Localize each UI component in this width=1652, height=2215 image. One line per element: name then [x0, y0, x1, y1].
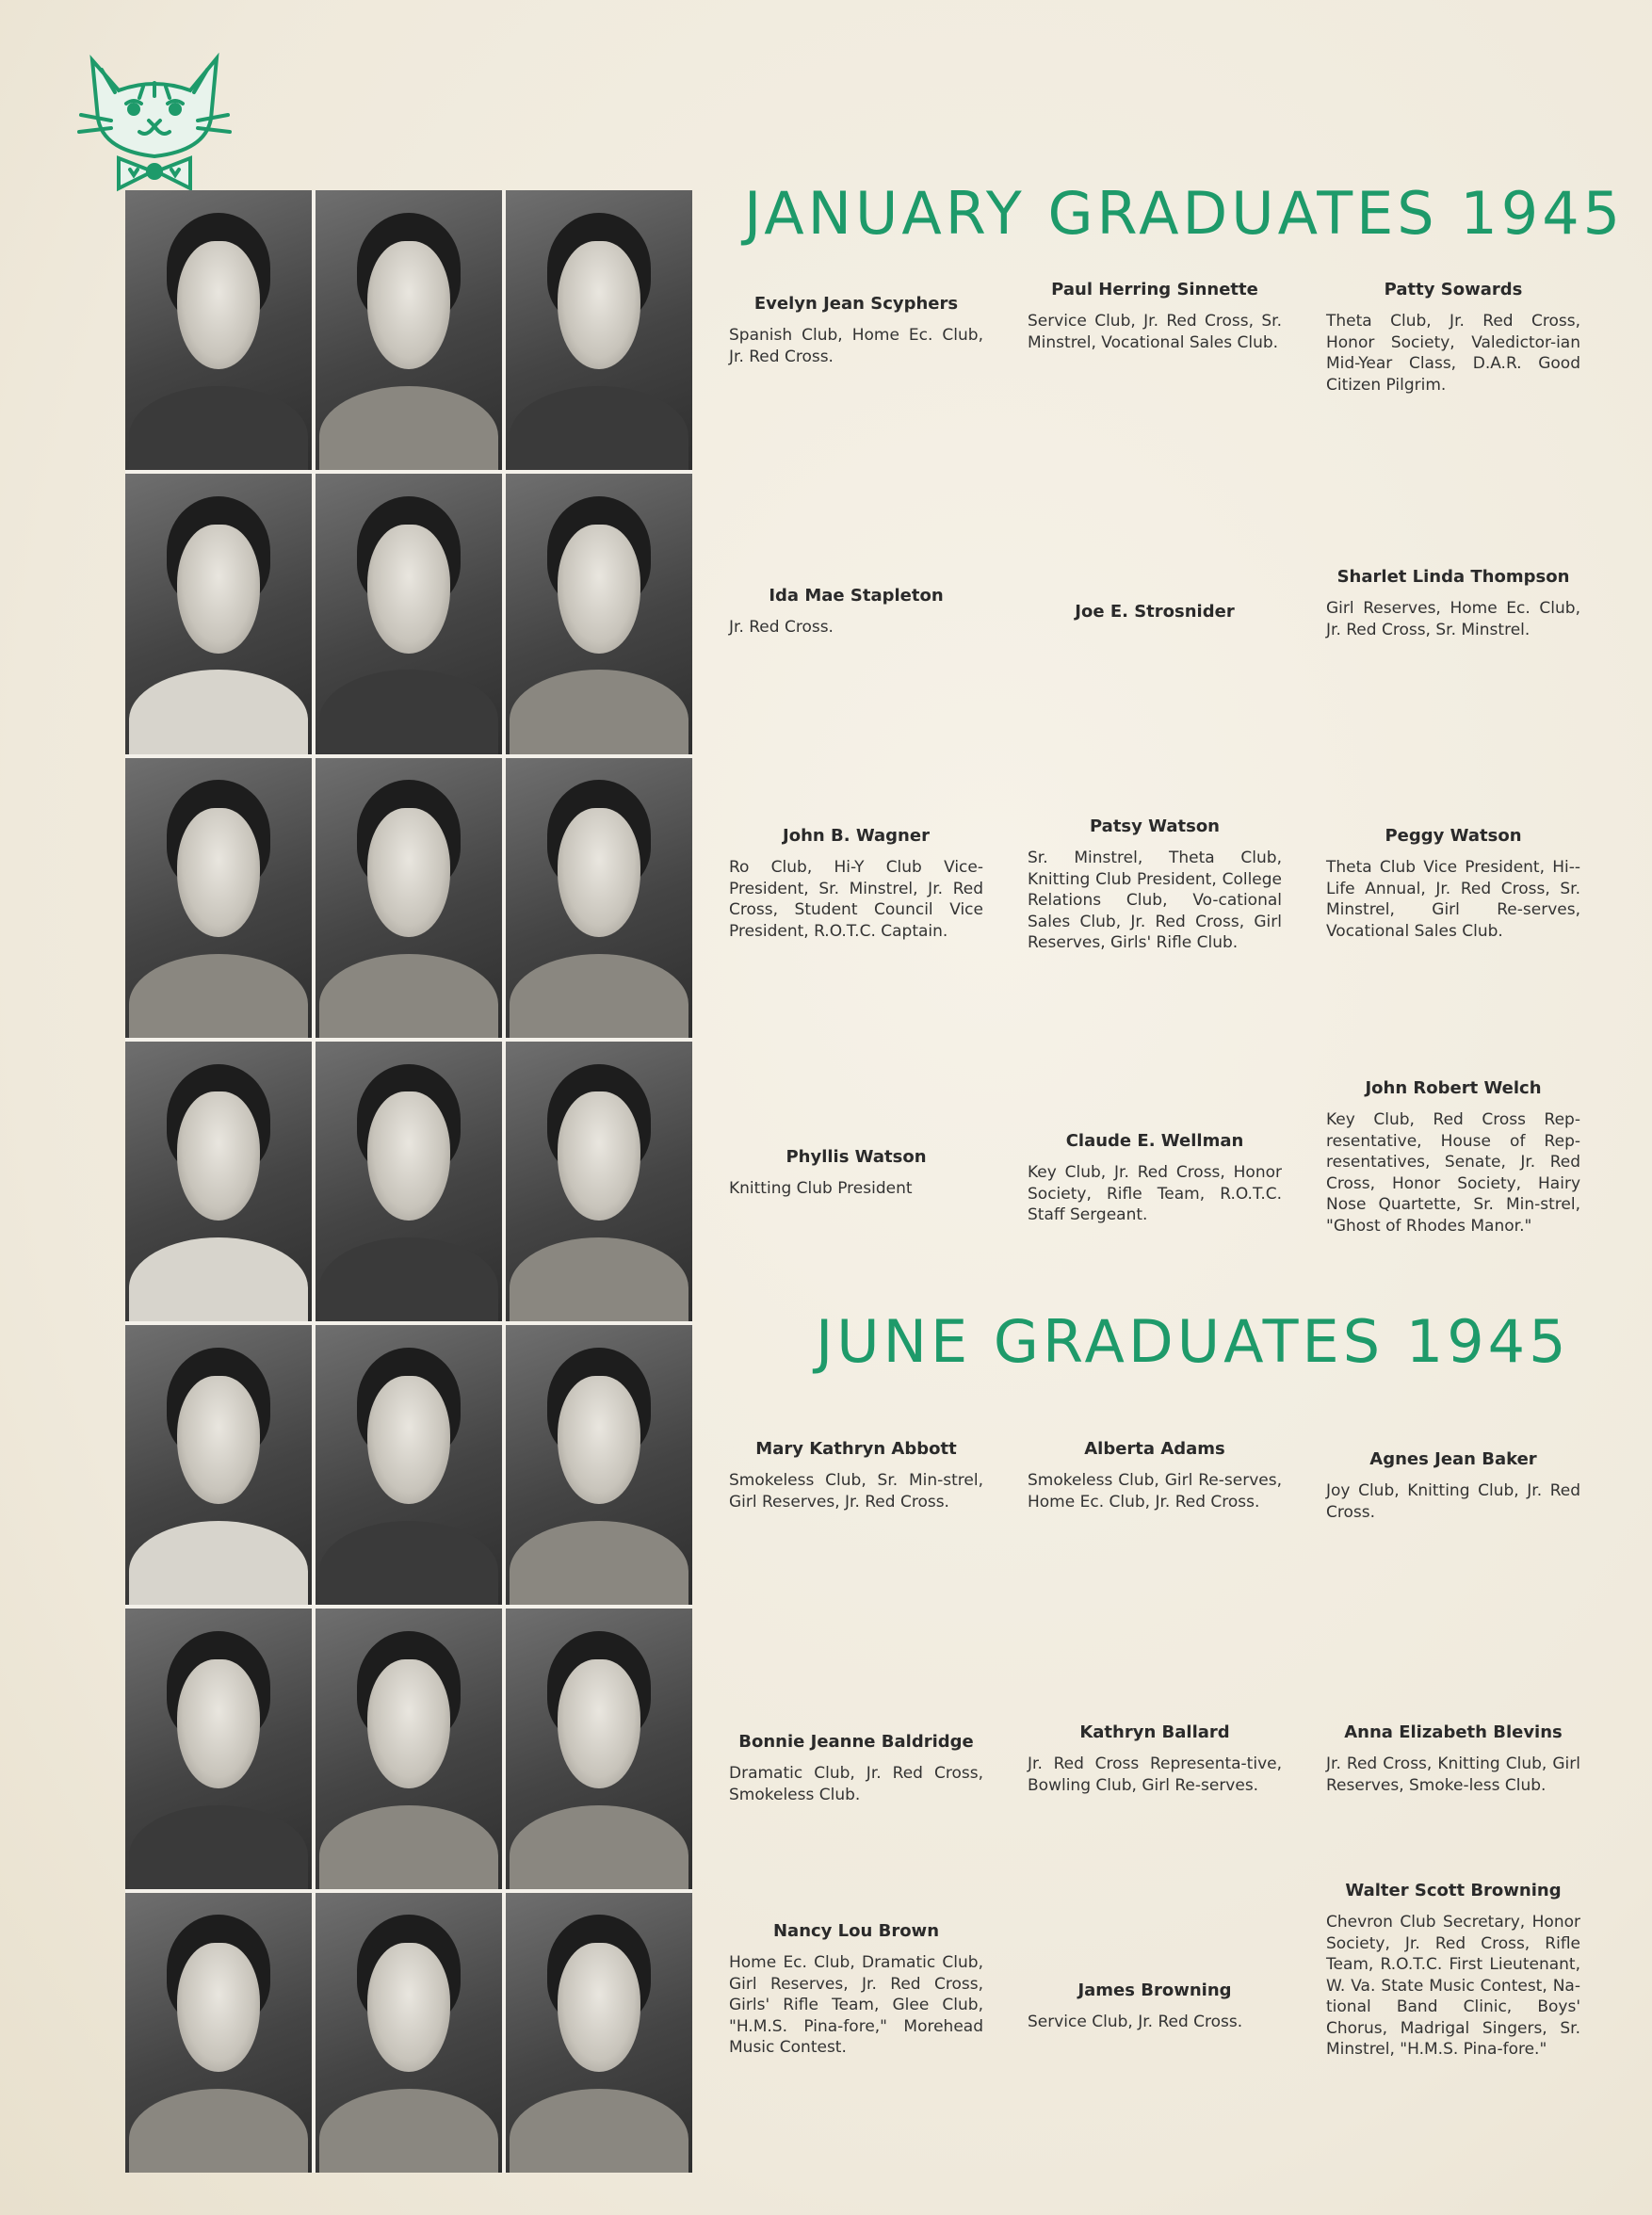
cat-face-with-bow-tie-icon — [73, 53, 235, 194]
graduate-name: Mary Kathryn Abbott — [755, 1439, 957, 1459]
portrait-kathryn-ballard — [316, 1609, 502, 1888]
graduate-name: Sharlet Linda Thompson — [1336, 567, 1570, 587]
portrait-sharlet-linda-thompson — [506, 474, 692, 753]
graduate-activities: Jr. Red Cross. — [729, 618, 834, 637]
graduate-name: Walter Scott Browning — [1345, 1881, 1562, 1900]
portrait-john-robert-welch — [506, 1042, 692, 1321]
portrait-bonnie-jeanne-baldridge — [125, 1609, 312, 1888]
graduate-entry — [1028, 816, 1282, 954]
portrait-walter-scott-browning — [506, 1893, 692, 2173]
portrait-mary-kathryn-abbott — [125, 1325, 312, 1605]
portrait-joe-e-strosnider — [316, 474, 502, 753]
graduate-activities: Girl Reserves, Home Ec. Club, Jr. Red Cross, Sr. Minstrel. — [1326, 599, 1580, 639]
graduate-entry — [729, 1147, 983, 1200]
graduate-entry — [729, 1921, 983, 2059]
graduate-entry — [1326, 1449, 1580, 1523]
portrait-phyllis-watson — [125, 1042, 312, 1321]
graduate-name: Patty Sowards — [1384, 280, 1523, 299]
graduate-name: Claude E. Wellman — [1065, 1131, 1244, 1151]
graduate-name: Alberta Adams — [1084, 1439, 1225, 1459]
portrait-ida-mae-stapleton — [125, 474, 312, 753]
graduate-activities: Chevron Club Secretary, Honor Society, Jr. Red Cross, Rifle Team, R.O.T.C. First Lieutenant, W. Va. State Music Contest, Na-tional Band Clinic, Boys' Chorus, Madrigal Singers, Sr. Minstrel, "H.M.S. Pina-fore." — [1326, 1913, 1580, 2059]
graduate-name: John B. Wagner — [783, 826, 930, 846]
graduate-activities: Service Club, Jr. Red Cross, Sr. Minstrel, Vocational Sales Club. — [1028, 312, 1282, 352]
graduate-activities: Smokeless Club, Sr. Min-strel, Girl Reserves, Jr. Red Cross. — [729, 1471, 983, 1512]
graduate-name: Evelyn Jean Scyphers — [753, 294, 959, 314]
portrait-evelyn-jean-scyphers — [125, 190, 312, 470]
graduate-name: Joe E. Strosnider — [1075, 602, 1235, 622]
january-graduates-heading: JANUARY GRADUATES 1945 — [744, 179, 1625, 248]
portrait-anna-elizabeth-blevins — [506, 1609, 692, 1888]
graduate-activities: Theta Club Vice President, Hi--Life Annual, Jr. Red Cross, Sr. Minstrel, Girl Re-serves, Vocational Sales Club. — [1326, 858, 1580, 941]
graduate-entry — [1028, 1439, 1282, 1512]
portrait-james-browning — [316, 1893, 502, 2173]
graduate-entry — [729, 1439, 983, 1512]
graduate-entry — [1028, 602, 1282, 633]
portrait-nancy-lou-brown — [125, 1893, 312, 2173]
graduate-activities: Home Ec. Club, Dramatic Club, Girl Reserves, Jr. Red Cross, Girls' Rifle Team, Glee Club, "H.M.S. Pina-fore," Morehead Music Contest. — [729, 1953, 983, 2057]
graduate-name: Patsy Watson — [1089, 816, 1221, 836]
graduate-activities: Smokeless Club, Girl Re-serves, Home Ec. Club, Jr. Red Cross. — [1028, 1471, 1282, 1512]
graduate-name: Nancy Lou Brown — [772, 1921, 940, 1941]
graduate-entry — [1028, 280, 1282, 353]
portrait-john-b-wagner — [125, 758, 312, 1038]
portrait-grid — [125, 190, 692, 2173]
portrait-patty-sowards — [506, 190, 692, 470]
graduate-activities: Service Club, Jr. Red Cross. — [1028, 2013, 1243, 2031]
graduate-entry — [1028, 1981, 1282, 2033]
graduate-entry — [729, 826, 983, 942]
portrait-peggy-watson — [506, 758, 692, 1038]
graduate-entry — [1326, 1722, 1580, 1796]
portrait-alberta-adams — [316, 1325, 502, 1605]
graduate-activities: Theta Club, Jr. Red Cross, Honor Society, Valedictor-ian Mid-Year Class, D.A.R. Good Citizen Pilgrim. — [1326, 312, 1580, 395]
graduate-name: Bonnie Jeanne Baldridge — [738, 1732, 974, 1752]
graduate-entry — [1326, 567, 1580, 640]
graduate-entry — [1028, 1131, 1282, 1226]
graduate-activities: Ro Club, Hi-Y Club Vice-President, Sr. Minstrel, Jr. Red Cross, Student Council Vice President, R.O.T.C. Captain. — [729, 858, 983, 941]
graduate-activities: Sr. Minstrel, Theta Club, Knitting Club President, College Relations Club, Vo-cational Sales Club, Jr. Red Cross, Girl Reserves, Girls' Rifle Club. — [1028, 849, 1282, 952]
portrait-patsy-watson — [316, 758, 502, 1038]
portrait-claude-e-wellman — [316, 1042, 502, 1321]
graduate-activities: Knitting Club President — [729, 1179, 913, 1198]
graduate-entry — [1326, 1078, 1580, 1237]
portrait-agnes-jean-baker — [506, 1325, 692, 1605]
graduate-name: Ida Mae Stapleton — [769, 586, 944, 606]
graduate-entry — [729, 294, 983, 367]
graduate-name: John Robert Welch — [1365, 1078, 1542, 1098]
graduate-entry — [729, 1732, 983, 1805]
graduate-activities: Spanish Club, Home Ec. Club, Jr. Red Cross. — [729, 326, 983, 366]
graduate-name: Anna Elizabeth Blevins — [1344, 1722, 1563, 1742]
graduate-name: Paul Herring Sinnette — [1051, 280, 1258, 299]
graduate-entry — [1326, 280, 1580, 396]
june-graduates-heading: JUNE GRADUATES 1945 — [816, 1307, 1570, 1376]
graduate-name: Kathryn Ballard — [1079, 1722, 1230, 1742]
graduate-activities: Jr. Red Cross, Knitting Club, Girl Reserves, Smoke-less Club. — [1326, 1754, 1580, 1795]
graduate-activities: Dramatic Club, Jr. Red Cross, Smokeless Club. — [729, 1764, 983, 1804]
graduate-name: Agnes Jean Baker — [1369, 1449, 1537, 1469]
graduate-activities: Joy Club, Knitting Club, Jr. Red Cross. — [1326, 1481, 1580, 1522]
graduate-entry — [729, 586, 983, 639]
graduate-entry — [1326, 1881, 1580, 2061]
graduate-activities: Key Club, Red Cross Rep-resentative, House of Rep-resentatives, Senate, Jr. Red Cross, Honor Society, Hairy Nose Quartette, Sr. Min-strel, "Ghost of Rhodes Manor." — [1326, 1110, 1580, 1236]
graduate-name: James Browning — [1077, 1981, 1232, 2000]
graduate-activities: Key Club, Jr. Red Cross, Honor Society, Rifle Team, R.O.T.C. Staff Sergeant. — [1028, 1163, 1282, 1224]
graduate-entry — [1326, 826, 1580, 942]
portrait-paul-herring-sinnette — [316, 190, 502, 470]
graduate-entry — [1028, 1722, 1282, 1796]
graduate-name: Phyllis Watson — [786, 1147, 927, 1167]
graduate-activities: Jr. Red Cross Representa-tive, Bowling Club, Girl Re-serves. — [1028, 1754, 1282, 1795]
graduate-name: Peggy Watson — [1385, 826, 1522, 846]
